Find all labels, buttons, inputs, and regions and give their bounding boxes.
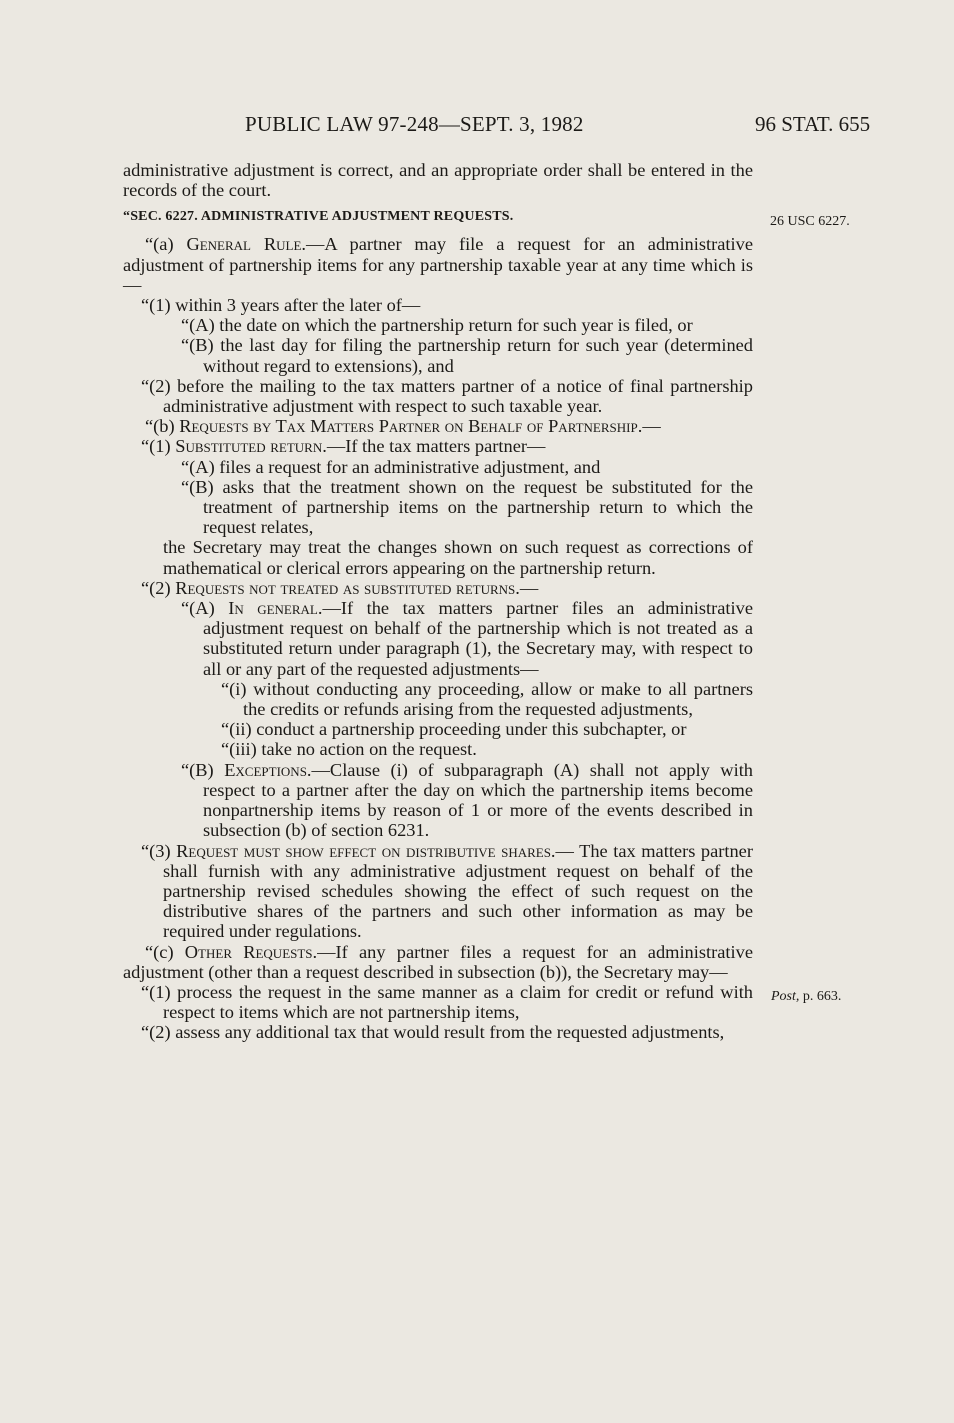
paragraph-a1: “(1) within 3 years after the later of— bbox=[141, 295, 421, 316]
statute-body bbox=[123, 160, 753, 1043]
subsection-b bbox=[123, 416, 753, 436]
subsection-c-number: “(c) bbox=[145, 941, 185, 962]
subsection-b-number: “(b) bbox=[145, 416, 180, 437]
subsection-b-dash: — bbox=[642, 416, 661, 437]
subparagraph-b2B bbox=[123, 760, 753, 841]
paragraph-b1-heading: Substituted return. bbox=[175, 436, 327, 457]
paragraph-b3 bbox=[123, 841, 753, 942]
paragraph-b1 bbox=[123, 436, 753, 456]
subparagraph-b2A-heading: In general. bbox=[228, 598, 323, 619]
subparagraph-b2A-number: “(A) bbox=[181, 598, 229, 619]
subsection-a-heading: General Rule. bbox=[186, 234, 306, 255]
paragraph-b1-number: “(1) bbox=[141, 436, 176, 457]
subsection-a-number: “(a) bbox=[145, 234, 187, 255]
running-header-page: 96 STAT. 655 bbox=[755, 112, 871, 136]
subsection-c-heading: Other Requests. bbox=[184, 941, 318, 962]
paragraph-b1-text: —If the tax matters partner— bbox=[326, 436, 546, 457]
paragraph-continuation: administrative adjustment is correct, and an appropriate order shall be entered in the records of the court. bbox=[123, 160, 753, 201]
subparagraph-b1A: “(A) files a request for an administrative adjustment, and bbox=[181, 456, 601, 477]
subparagraph-a1B: “(B) the last day for filing the partnership return for such year (determined without regard to extensions), and bbox=[181, 335, 753, 376]
subsection-a-text: —A partner may file a request for an administrative adjustment of partnership items for any partnership taxable year at any time which is— bbox=[123, 234, 753, 295]
margin-note-usc: 26 USC 6227. bbox=[770, 214, 850, 229]
subsection-c-text: —If any partner files a request for an administrative adjustment (other than a request described in subsection (b)), the Secretary may— bbox=[123, 941, 753, 982]
paragraph-b2-dash: — bbox=[519, 577, 539, 598]
clause-b2Ai: “(i) without conducting any proceeding, allow or make to all partners the credits or refunds arising from the requested adjustments, bbox=[221, 678, 753, 720]
subsection-b-heading: Requests by Tax Matters Partner on Behalf of Partnership. bbox=[179, 416, 643, 437]
margin-note-post bbox=[771, 989, 841, 1005]
subparagraph-b1B: “(B) asks that the treatment shown on the request be substituted for the treatment of partnership items on the partnership return to which the request relates, bbox=[181, 476, 753, 538]
margin-note-post-page: p. 663. bbox=[799, 989, 842, 1004]
paragraph-c1: “(1) process the request in the same manner as a claim for credit or refund with respect to items which are not partnership items, bbox=[141, 981, 753, 1023]
paragraph-b3-heading: Request must show effect on distributive shares. bbox=[176, 840, 556, 861]
paragraph-c2: “(2) assess any additional tax that would result from the requested adjustments, bbox=[141, 1022, 725, 1043]
subparagraph-b2B-heading: Exceptions. bbox=[224, 759, 312, 780]
paragraph-b2-heading: Requests not treated as substituted returns. bbox=[175, 577, 520, 598]
subsection-a bbox=[123, 234, 753, 295]
section-heading: “SEC. 6227. ADMINISTRATIVE ADJUSTMENT REQUESTS. bbox=[123, 209, 514, 225]
subsection-c bbox=[123, 942, 753, 982]
subparagraph-b2A-text: —If the tax matters partner files an administrative adjustment request on behalf of the partnership which is not treated as a substituted return under paragraph (1), the Secretary may, with respect to all or any part of the requested adjustments— bbox=[203, 598, 753, 679]
paragraph-b1-flush: the Secretary may treat the changes shown on such request as corrections of mathematical or clerical errors appearing on the partnership return. bbox=[163, 537, 753, 578]
subparagraph-b2A bbox=[123, 598, 753, 679]
clause-b2Aii: “(ii) conduct a partnership proceeding under this subchapter, or bbox=[221, 719, 687, 740]
paragraph-b3-text: — The tax matters partner shall furnish with any administrative adjustment request on behalf of the partnership revised schedules showing the effect of such request on the distributive shares of the partners and such other information as may be required under regulations. bbox=[163, 840, 753, 942]
paragraph-b3-number: “(3) bbox=[141, 840, 177, 861]
paragraph-b2 bbox=[123, 578, 753, 598]
subparagraph-b2B-text: —Clause (i) of subparagraph (A) shall not apply with respect to a partner after the day on which the partnership items become nonpartnership items by reason of 1 or more of the events described in subsection (b) of section 6231. bbox=[203, 759, 753, 841]
running-header-title: PUBLIC LAW 97-248—SEPT. 3, 1982 bbox=[245, 112, 584, 136]
clause-b2Aiii: “(iii) take no action on the request. bbox=[221, 739, 477, 760]
subparagraph-b2B-number: “(B) bbox=[181, 759, 225, 780]
margin-note-post-italic: Post, bbox=[771, 989, 800, 1004]
paragraph-b2-number: “(2) bbox=[141, 577, 176, 598]
paragraph-a2: “(2) before the mailing to the tax matters partner of a notice of final partnership administrative adjustment with respect to such taxable year. bbox=[141, 375, 753, 417]
subparagraph-a1A: “(A) the date on which the partnership return for such year is filed, or bbox=[181, 315, 693, 336]
